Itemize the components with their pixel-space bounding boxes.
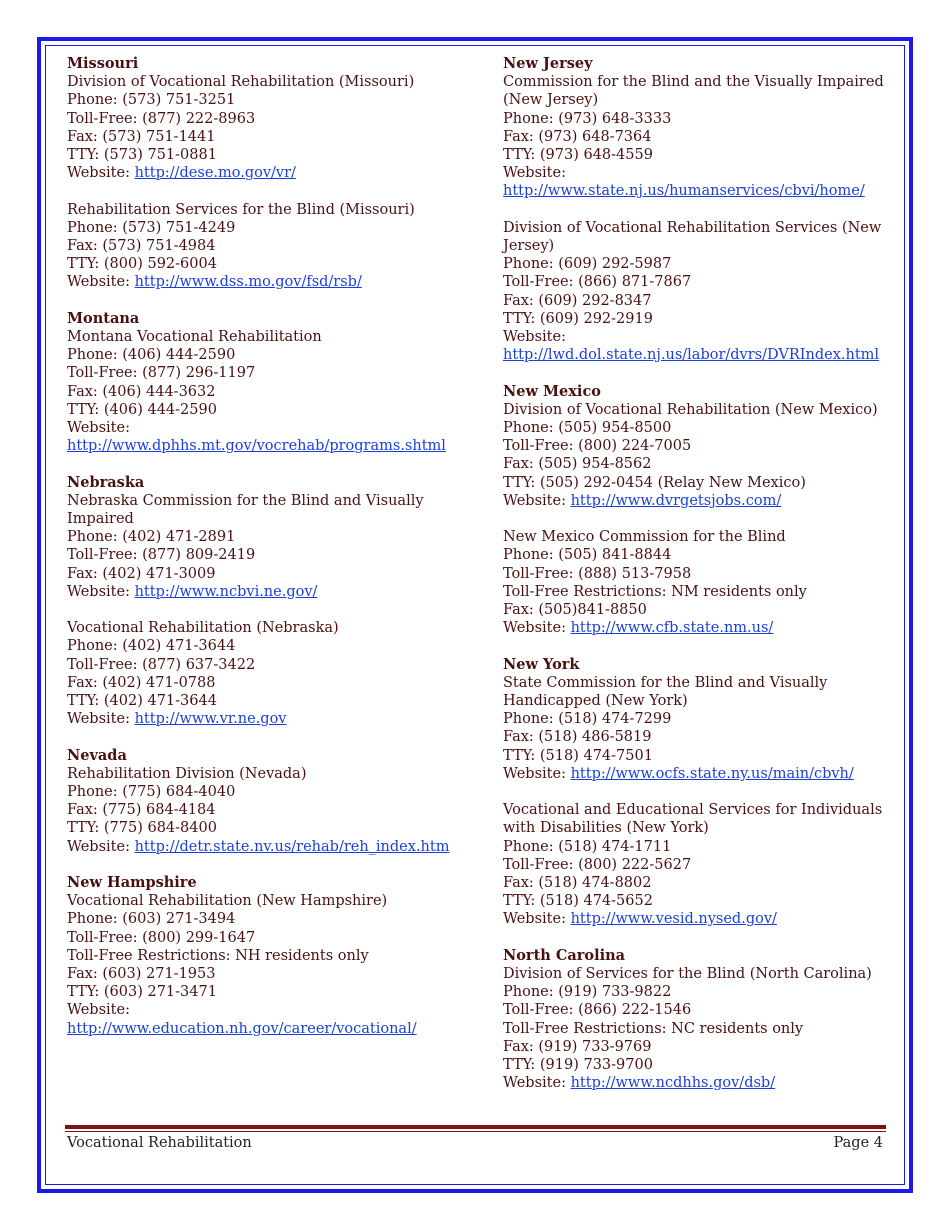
- contact-line: Toll-Free: (800) 224-7005: [503, 438, 692, 455]
- contact-line: Phone: (775) 684-4040: [67, 784, 236, 801]
- website-row: [503, 492, 898, 510]
- agency-name: Vocational Rehabilitation (New Hampshire): [67, 893, 388, 910]
- contact-line: Toll-Free Restrictions: NC residents only: [503, 1020, 804, 1037]
- agency-entry: [503, 219, 898, 365]
- contact-line: Fax: (518) 486-5819: [503, 729, 652, 746]
- website-link[interactable]: http://lwd.dol.state.nj.us/labor/dvrs/DVRIndex.html: [503, 347, 880, 364]
- website-link[interactable]: http://www.dphhs.mt.gov/vocrehab/programs.shtml: [67, 438, 446, 455]
- agency-name: Division of Vocational Rehabilitation (New Mexico): [503, 401, 878, 418]
- website-link[interactable]: http://www.ncdhhs.gov/dsb/: [570, 1075, 776, 1092]
- website-row: [503, 619, 898, 637]
- agency-name: Rehabilitation Services for the Blind (Missouri): [67, 201, 415, 218]
- website-row: [503, 1074, 898, 1092]
- contact-line: Toll-Free: (866) 871-7867: [503, 274, 692, 291]
- website-row: [67, 419, 467, 437]
- footer-title: Vocational Rehabilitation: [67, 1135, 252, 1151]
- agency-name: Vocational and Educational Services for Individuals with Disabilities (New York): [503, 802, 883, 837]
- website-link[interactable]: http://www.education.nh.gov/career/vocational/: [67, 1020, 417, 1037]
- website-link[interactable]: http://www.state.nj.us/humanservices/cbvi/home/: [503, 183, 865, 200]
- website-label: Website:: [503, 765, 566, 782]
- contact-line: Toll-Free: (866) 222-1546: [503, 1002, 692, 1019]
- contact-line: Fax: (518) 474-8802: [503, 875, 652, 892]
- contact-line: Fax: (973) 648-7364: [503, 128, 652, 145]
- website-row: [503, 164, 898, 182]
- footer-rule-thin: [65, 1131, 886, 1132]
- website-url-row: [503, 346, 898, 364]
- contact-line: Toll-Free: (888) 513-7958: [503, 565, 692, 582]
- agency-entry: [67, 55, 467, 182]
- website-link[interactable]: http://dese.mo.gov/vr/: [134, 165, 296, 182]
- contact-line: Phone: (919) 733-9822: [503, 984, 672, 1001]
- contact-line: Phone: (573) 751-3251: [67, 92, 236, 109]
- contact-line: Phone: (402) 471-2891: [67, 529, 236, 546]
- website-label: Website:: [503, 492, 566, 509]
- contact-line: Phone: (518) 474-1711: [503, 838, 672, 855]
- website-link[interactable]: http://www.cfb.state.nm.us/: [570, 620, 774, 637]
- website-url-row: [67, 1020, 467, 1038]
- state-heading: Nebraska: [67, 473, 145, 491]
- state-heading: New Mexico: [503, 382, 601, 400]
- contact-line: Phone: (406) 444-2590: [67, 347, 236, 364]
- agency-entry: [67, 747, 467, 856]
- contact-line: TTY: (406) 444-2590: [67, 401, 217, 418]
- contact-line: Fax: (603) 271-1953: [67, 966, 216, 983]
- website-label: Website:: [503, 911, 566, 928]
- website-label: Website:: [503, 620, 566, 637]
- agency-entry: [67, 310, 467, 456]
- website-row: [503, 910, 898, 928]
- agency-entry: [503, 55, 898, 201]
- contact-line: Toll-Free Restrictions: NH residents only: [67, 947, 369, 964]
- contact-line: Fax: (919) 733-9769: [503, 1038, 652, 1055]
- agency-name: Division of Vocational Rehabilitation (Missouri): [67, 74, 415, 91]
- agency-name: Nebraska Commission for the Blind and Visually Impaired: [67, 492, 424, 528]
- website-label: Website:: [67, 420, 130, 437]
- contact-line: Phone: (609) 292-5987: [503, 256, 672, 273]
- website-link[interactable]: http://www.vr.ne.gov: [134, 711, 287, 728]
- website-label: Website:: [67, 583, 130, 600]
- contact-line: TTY: (800) 592-6004: [67, 256, 217, 273]
- footer-page-number: Page 4: [833, 1135, 883, 1151]
- website-label: Website:: [67, 1002, 130, 1019]
- agency-entry: [503, 947, 898, 1093]
- website-link[interactable]: http://www.ocfs.state.ny.us/main/cbvh/: [570, 765, 854, 782]
- contact-line: Toll-Free: (800) 222-5627: [503, 856, 692, 873]
- contact-line: TTY: (609) 292-2919: [503, 310, 653, 327]
- state-heading: North Carolina: [503, 946, 626, 964]
- website-row: [67, 583, 467, 601]
- contact-line: Fax: (609) 292-8347: [503, 292, 652, 309]
- contact-line: Toll-Free: (877) 222-8963: [67, 110, 256, 127]
- footer-rule-thick: [65, 1125, 886, 1129]
- website-url-row: [67, 437, 467, 455]
- contact-line: Toll-Free: (877) 296-1197: [67, 365, 256, 382]
- agency-entry: [67, 619, 467, 728]
- left-column: [67, 55, 467, 1056]
- agency-entry: [67, 201, 467, 292]
- website-row: [67, 838, 467, 856]
- contact-line: Toll-Free Restrictions: NM residents only: [503, 583, 807, 600]
- website-url-row: [503, 182, 898, 200]
- website-row: [503, 765, 898, 783]
- website-row: [503, 328, 898, 346]
- website-row: [67, 710, 467, 728]
- contact-line: TTY: (603) 271-3471: [67, 984, 217, 1001]
- website-link[interactable]: http://www.dvrgetsjobs.com/: [570, 492, 782, 509]
- agency-entry: [503, 383, 898, 510]
- website-label: Website:: [67, 165, 130, 182]
- state-heading: New York: [503, 655, 580, 673]
- contact-line: Phone: (518) 474-7299: [503, 711, 672, 728]
- contact-line: TTY: (919) 733-9700: [503, 1057, 653, 1074]
- state-heading: New Hampshire: [67, 874, 197, 892]
- contact-line: TTY: (402) 471-3644: [67, 693, 217, 710]
- agency-entry: [503, 656, 898, 783]
- contact-line: Fax: (402) 471-3009: [67, 565, 216, 582]
- state-heading: Nevada: [67, 746, 127, 764]
- contact-line: Phone: (973) 648-3333: [503, 110, 672, 127]
- contact-line: Phone: (573) 751-4249: [67, 219, 236, 236]
- website-row: [67, 164, 467, 182]
- agency-name: Division of Services for the Blind (North Carolina): [503, 966, 872, 983]
- website-label: Website:: [67, 711, 130, 728]
- website-label: Website:: [67, 274, 130, 291]
- contact-line: TTY: (973) 648-4559: [503, 147, 653, 164]
- contact-line: Phone: (505) 841-8844: [503, 547, 672, 564]
- website-link[interactable]: http://www.dss.mo.gov/fsd/rsb/: [134, 274, 362, 291]
- agency-name: Montana Vocational Rehabilitation: [67, 329, 322, 346]
- agency-name: Vocational Rehabilitation (Nebraska): [67, 620, 339, 637]
- website-link[interactable]: http://www.ncbvi.ne.gov/: [134, 583, 318, 600]
- agency-entry: [67, 474, 467, 601]
- agency-name: Division of Vocational Rehabilitation Services (New Jersey): [503, 219, 882, 255]
- contact-line: TTY: (505) 292-0454 (Relay New Mexico): [503, 474, 806, 491]
- contact-line: TTY: (518) 474-5652: [503, 893, 653, 910]
- website-label: Website:: [503, 165, 566, 182]
- website-row: [67, 273, 467, 291]
- state-heading: Missouri: [67, 55, 139, 72]
- website-label: Website:: [67, 838, 130, 855]
- contact-line: Phone: (402) 471-3644: [67, 638, 236, 655]
- contact-line: TTY: (775) 684-8400: [67, 820, 217, 837]
- agency-name: State Commission for the Blind and Visually Handicapped (New York): [503, 674, 828, 710]
- agency-name: New Mexico Commission for the Blind: [503, 529, 786, 546]
- contact-line: Toll-Free: (877) 637-3422: [67, 656, 256, 673]
- website-link[interactable]: http://www.vesid.nysed.gov/: [570, 911, 777, 928]
- state-heading: Montana: [67, 309, 140, 327]
- website-label: Website:: [503, 1075, 566, 1092]
- contact-line: Fax: (573) 751-1441: [67, 128, 216, 145]
- contact-line: TTY: (518) 474-7501: [503, 747, 653, 764]
- agency-name: Commission for the Blind and the Visually Impaired (New Jersey): [503, 74, 884, 109]
- contact-line: Fax: (505)841-8850: [503, 602, 647, 619]
- contact-line: Fax: (505) 954-8562: [503, 456, 652, 473]
- contact-line: Toll-Free: (877) 809-2419: [67, 547, 256, 564]
- agency-entry: [503, 528, 898, 637]
- agency-name: Rehabilitation Division (Nevada): [67, 765, 307, 782]
- agency-entry: [503, 801, 898, 928]
- contact-line: Phone: (603) 271-3494: [67, 911, 236, 928]
- website-row: [67, 1001, 467, 1019]
- state-heading: New Jersey: [503, 55, 593, 72]
- right-column: [503, 55, 898, 1111]
- contact-line: TTY: (573) 751-0881: [67, 147, 217, 164]
- website-link[interactable]: http://detr.state.nv.us/rehab/reh_index.htm: [134, 838, 450, 855]
- website-label: Website:: [503, 329, 566, 346]
- contact-line: Fax: (775) 684-4184: [67, 802, 216, 819]
- contact-line: Fax: (402) 471-0788: [67, 674, 216, 691]
- agency-entry: [67, 874, 467, 1038]
- contact-line: Toll-Free: (800) 299-1647: [67, 929, 256, 946]
- contact-line: Fax: (573) 751-4984: [67, 238, 216, 255]
- contact-line: Phone: (505) 954-8500: [503, 420, 672, 437]
- contact-line: Fax: (406) 444-3632: [67, 383, 216, 400]
